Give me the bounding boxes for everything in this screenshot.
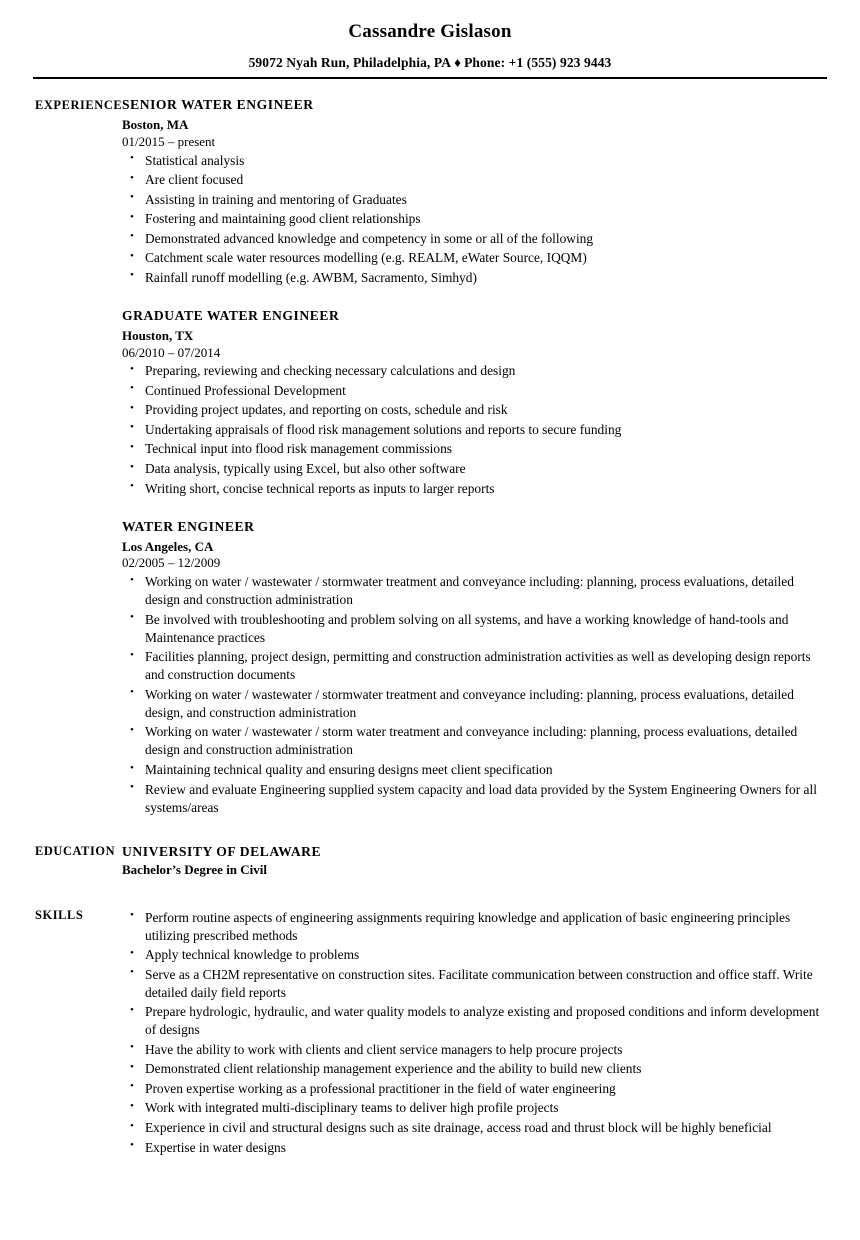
resume-header	[0, 0, 860, 79]
list-item: • Prepare hydrologic, hydraulic, and water quality models to analyze existing and proposed conditions and inform development of designs	[122, 1003, 820, 1039]
list-item: • Writing short, concise technical reports as inputs to larger reports	[122, 480, 818, 498]
skills-bullet-list	[122, 909, 820, 1157]
section-label-education: EDUCATION	[35, 843, 116, 858]
section-label-skills: SKILLS	[35, 908, 84, 923]
list-item: • Perform routine aspects of engineering assignments requiring knowledge and application of basic engineering principles utilizing prescribed methods	[122, 909, 820, 945]
list-item: • Work with integrated multi-disciplinary teams to deliver high profile projects	[122, 1099, 820, 1117]
candidate-name: Cassandre Gislason	[348, 21, 512, 42]
job-dates: 01/2015 – present	[122, 133, 216, 149]
education-entries	[122, 843, 860, 880]
list-item: • Statistical analysis	[122, 152, 818, 170]
list-item: • Working on water / wastewater / storm water treatment and conveyance including: planning, process evaluations, detailed design and construction administration	[122, 723, 818, 759]
list-item: • Demonstrated advanced knowledge and competency in some or all of the following	[122, 230, 818, 248]
candidate-contact-line	[0, 55, 860, 71]
job-dates: 06/2010 – 07/2014	[122, 344, 221, 360]
job-bullet-list	[122, 573, 818, 816]
job-bullet-list	[122, 362, 818, 497]
list-item: • Data analysis, typically using Excel, but also other software	[122, 460, 818, 478]
list-item: • Review and evaluate Engineering supplied system capacity and load data provided by the System Engineering Owners for all systems/areas	[122, 781, 818, 817]
job-title: GRADUATE WATER ENGINEER	[122, 307, 340, 323]
job-location: Houston, TX	[122, 327, 194, 343]
list-item: • Experience in civil and structural designs such as site drainage, access road and thrust block will be highly beneficial	[122, 1119, 820, 1137]
list-item: • Working on water / wastewater / stormwater treatment and conveyance including: planning, process evaluations, detailed design and construction administration	[122, 573, 818, 609]
section-education	[0, 843, 860, 880]
section-experience	[0, 97, 860, 817]
list-item: • Have the ability to work with clients and client service managers to help procure projects	[122, 1041, 820, 1059]
list-item: • Demonstrated client relationship management experience and the ability to build new clients	[122, 1060, 820, 1078]
experience-entries	[122, 97, 860, 817]
section-label-experience: EXPERIENCE	[35, 97, 123, 112]
list-item: • Facilities planning, project design, permitting and construction administration activities as well as developing design reports and construction documents	[122, 648, 818, 684]
diamond-separator-icon: ♦	[454, 54, 462, 70]
experience-entry	[122, 308, 818, 498]
candidate-phone: Phone: +1 (555) 923 9443	[464, 54, 612, 70]
experience-entry	[122, 519, 818, 817]
list-item: • Maintaining technical quality and ensuring designs meet client specification	[122, 761, 818, 779]
list-item: • Technical input into flood risk management commissions	[122, 440, 818, 458]
job-title: SENIOR WATER ENGINEER	[122, 96, 314, 112]
list-item: • Continued Professional Development	[122, 382, 818, 400]
list-item: • Preparing, reviewing and checking necessary calculations and design	[122, 362, 818, 380]
list-item: • Undertaking appraisals of flood risk management solutions and reports to secure funding	[122, 421, 818, 439]
list-item: • Providing project updates, and reporting on costs, schedule and risk	[122, 401, 818, 419]
resume-body	[0, 97, 860, 1157]
list-item: • Assisting in training and mentoring of Graduates	[122, 191, 818, 209]
job-location: Boston, MA	[122, 116, 189, 132]
job-dates: 02/2005 – 12/2009	[122, 555, 221, 571]
education-degree: Bachelor’s Degree in Civil	[122, 862, 268, 878]
job-location: Los Angeles, CA	[122, 538, 214, 554]
candidate-address: 59072 Nyah Run, Philadelphia, PA	[248, 54, 452, 70]
list-item: • Be involved with troubleshooting and problem solving on all systems, and have a working knowledge of hand-tools and Maintenance practices	[122, 611, 818, 647]
list-item: • Serve as a CH2M representative on construction sites. Facilitate communication between construction and office staff. Write detailed daily field reports	[122, 966, 820, 1002]
list-item: • Proven expertise working as a professional practitioner in the field of water engineering	[122, 1080, 820, 1098]
job-bullet-list	[122, 152, 818, 287]
list-item: • Working on water / wastewater / stormwater treatment and conveyance including: planning, process evaluations, detailed design, and construction administration	[122, 686, 818, 722]
list-item: • Apply technical knowledge to problems	[122, 946, 820, 964]
list-item: • Catchment scale water resources modelling (e.g. REALM, eWater Source, IQQM)	[122, 249, 818, 267]
skills-entries	[122, 907, 860, 1156]
education-school: UNIVERSITY OF DELAWARE	[122, 843, 322, 859]
list-item: • Rainfall runoff modelling (e.g. AWBM, Sacramento, Simhyd)	[122, 269, 818, 287]
section-skills	[0, 907, 860, 1156]
experience-entry	[122, 97, 818, 287]
list-item: • Expertise in water designs	[122, 1139, 820, 1157]
job-title: WATER ENGINEER	[122, 518, 255, 534]
list-item: • Fostering and maintaining good client relationships	[122, 210, 818, 228]
header-divider	[33, 77, 827, 79]
list-item: • Are client focused	[122, 171, 818, 189]
